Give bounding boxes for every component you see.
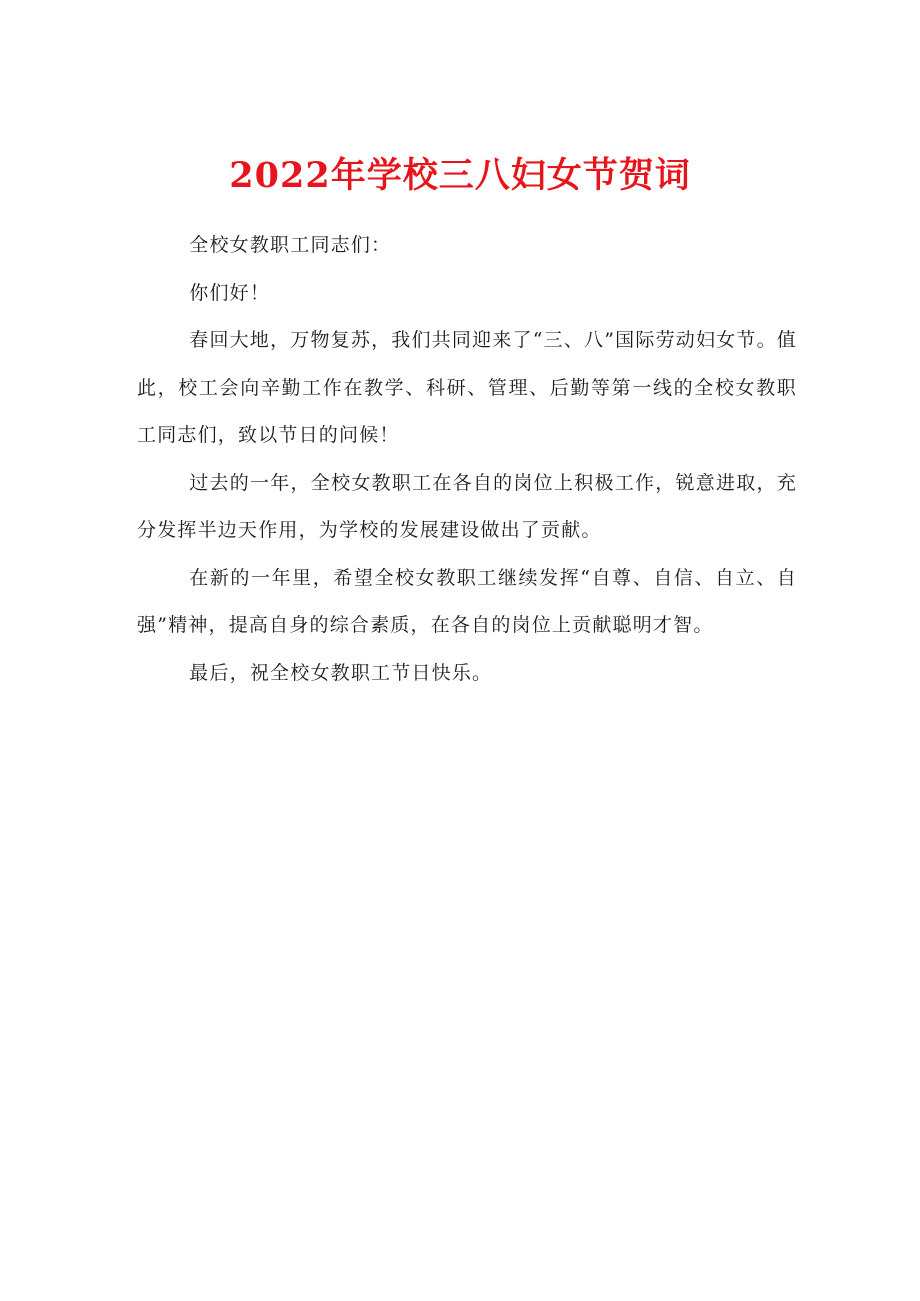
salutation: 全校女教职工同志们： (189, 234, 392, 256)
paragraph-new-year: 在新的一年里，希望全校女教职工继续发挥“自尊、自信、自立、自强”精神，提高自身的综合素质，在各自的岗位上贡献聪明才智。 (137, 566, 797, 636)
document-title: 2022年学校三八妇女节贺词 (229, 155, 691, 197)
document-body (137, 222, 797, 697)
closing-wish: 最后，祝全校女教职工节日快乐。 (189, 661, 493, 684)
paragraph-past-year: 过去的一年，全校女教职工在各自的岗位上积极工作，锐意进取，充分发挥半边天作用，为学校的发展建设做出了贡献。 (137, 471, 797, 541)
greeting: 你们好！ (189, 281, 271, 304)
paragraph-spring: 春回大地，万物复苏，我们共同迎来了“三、八”国际劳动妇女节。值此，校工会向辛勤工作在教学、科研、管理、后勤等第一线的全校女教职工同志们，致以节日的问候！ (137, 329, 797, 446)
